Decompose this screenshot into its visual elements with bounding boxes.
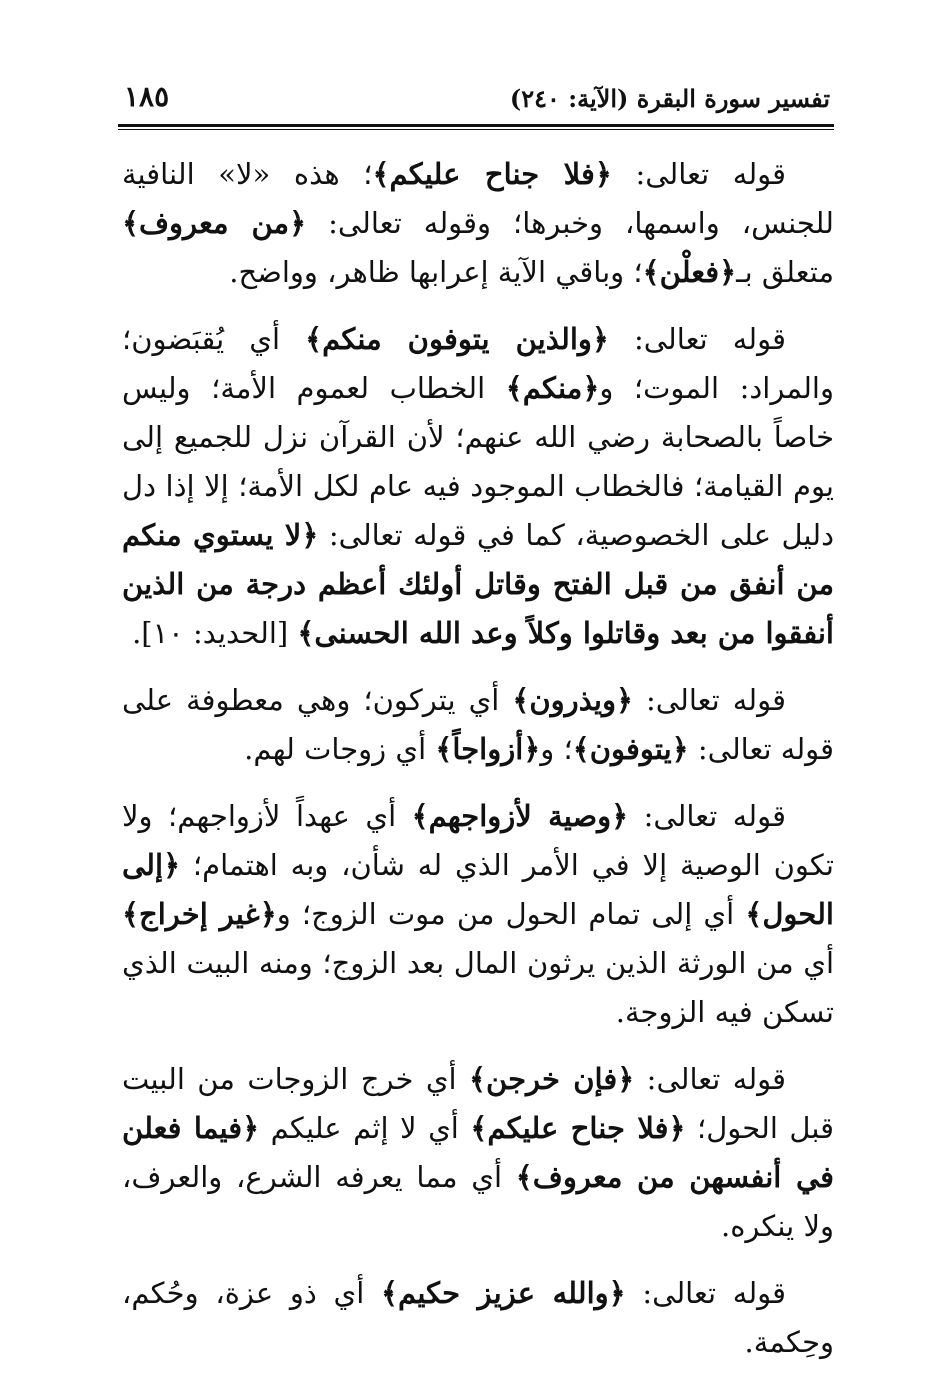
commentary-text: ؛ هذه «لا» النافية للجنس، واسمها، وخبرها؛ وقوله تعالى: — [122, 157, 834, 240]
commentary-text: أي يتركون؛ وهي معطوفة على قوله تعالى: — [122, 683, 834, 766]
page-number: ١٨٥ — [124, 80, 170, 113]
quran-quote: ﴿فعلْن﴾ — [642, 255, 737, 289]
quran-quote: ﴿من معروف﴾ — [122, 206, 307, 240]
quran-quote: ﴿والذين يتوفون منكم﴾ — [305, 322, 609, 356]
paragraph — [122, 792, 834, 1037]
commentary-text: قوله تعالى: — [634, 1062, 787, 1096]
quran-quote: ﴿منكم﴾ — [505, 371, 600, 405]
commentary-text: قوله تعالى: — [625, 1276, 787, 1310]
paragraph — [122, 150, 834, 297]
paragraph — [122, 1269, 834, 1367]
commentary-text: ؛ وباقي الآية إعرابها ظاهر، وواضح. — [229, 255, 643, 289]
running-title: تفسير سورة البقرة (الآية: ٢٤٠) — [509, 84, 830, 113]
commentary-text: أي ذو عزة، وحُكم، وحِكمة. — [122, 1276, 834, 1359]
commentary-text: [الحديد: ١٠]. — [132, 616, 298, 650]
commentary-text: الخطاب لعموم الأمة؛ وليس خاصاً بالصحابة رضي الله عنهم؛ لأن القرآن نزل للجميع إلى يوم القيامة؛ فالخطاب الموجود فيه عام لكل الأمة؛ إلا إذا دل دليل على الخصوصية، كما في قوله تعالى: — [122, 371, 834, 552]
body-text — [122, 150, 834, 1385]
paragraph — [122, 676, 834, 774]
commentary-text: أي من الورثة الذين يرثون المال بعد الزوج؛ ومنه البيت الذي تسكن فيه الزوجة. — [122, 946, 834, 1029]
commentary-text: ؛ و — [540, 732, 573, 766]
quran-quote: ﴿فلا جناح عليكم﴾ — [372, 157, 612, 191]
quran-quote: ﴿إلى الحول﴾ — [122, 848, 834, 931]
paragraph — [122, 315, 834, 658]
quran-quote: ﴿ويذرون﴾ — [512, 683, 633, 717]
commentary-text: قوله تعالى: — [608, 322, 786, 356]
commentary-text: أي لا إثم عليكم — [259, 1111, 471, 1145]
quran-quote: ﴿فيما فعلن في أنفسهن من معروف﴾ — [122, 1111, 834, 1194]
commentary-text: أي يُقبَضون؛ والمراد: الموت؛ و — [122, 322, 834, 405]
commentary-text: قوله تعالى: — [632, 683, 786, 717]
commentary-text: أي خرج الزوجات من البيت قبل الحول؛ — [122, 1062, 834, 1145]
paragraph — [122, 1055, 834, 1251]
commentary-text: قوله تعالى: — [628, 799, 786, 833]
quran-quote: ﴿يتوفون﴾ — [572, 732, 689, 766]
commentary-text: أي مما يعرفه الشرع، والعرف، ولا ينكره. — [122, 1160, 834, 1243]
quran-quote: ﴿فلا جناح عليكم﴾ — [470, 1111, 686, 1145]
quran-quote: ﴿أزواجاً﴾ — [435, 732, 541, 766]
header-rule-thick — [118, 124, 834, 127]
quran-quote: ﴿وصية لأزواجهم﴾ — [411, 799, 629, 833]
quran-quote: ﴿والله عزيز حكيم﴾ — [381, 1276, 626, 1310]
commentary-text: أي عهداً لأزواجهم؛ ولا تكون الوصية إلا في الأمر الذي له شأن، وبه اهتمام؛ — [122, 799, 834, 882]
commentary-text: متعلق بـ — [736, 255, 834, 289]
commentary-text: أي زوجات لهم. — [244, 732, 436, 766]
commentary-text: قوله تعالى: — [611, 157, 786, 191]
quran-quote: ﴿غير إخراج﴾ — [122, 897, 277, 931]
commentary-text: أي إلى تمام الحول من موت الزوج؛ و — [276, 897, 746, 931]
quran-quote: ﴿فإن خرجن﴾ — [469, 1062, 635, 1096]
quran-quote: ﴿لا يستوي منكم من أنفق من قبل الفتح وقاتل أولئك أعظم درجة من الذين أنفقوا من بعد وقاتلوا وكلاً وعد الله الحسنى﴾ — [122, 518, 834, 650]
page-header — [118, 78, 834, 124]
header-rule-thin — [118, 129, 834, 130]
